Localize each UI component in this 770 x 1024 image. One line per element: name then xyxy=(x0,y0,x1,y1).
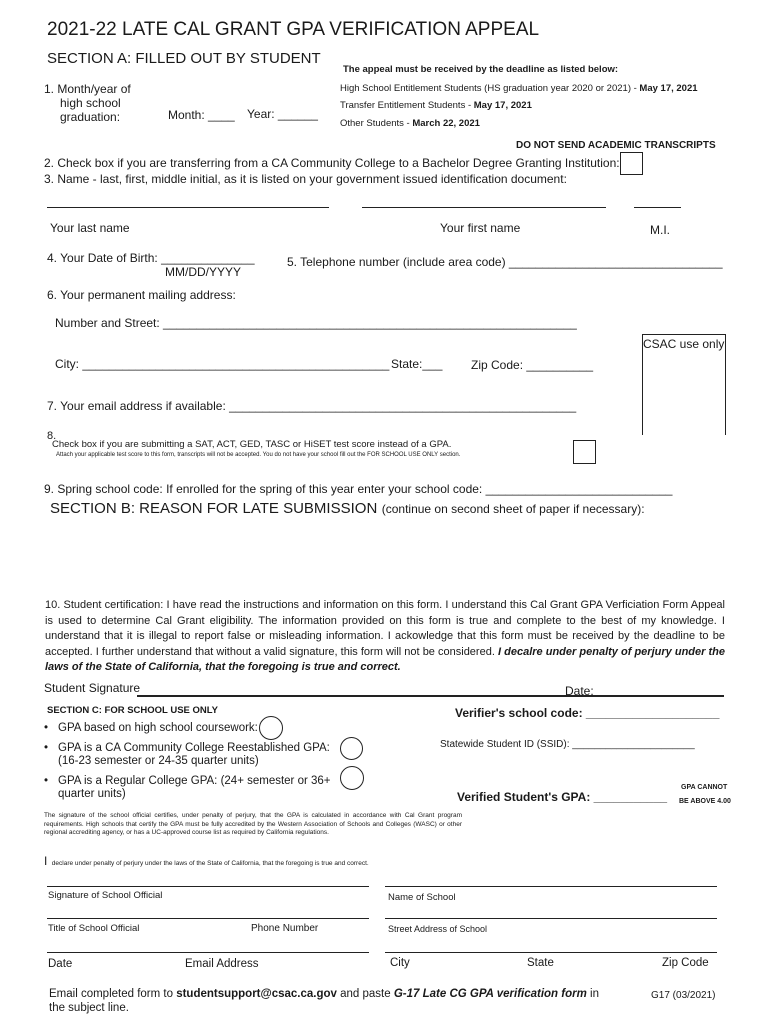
last-name-line[interactable] xyxy=(47,207,329,208)
gpa-option-regular-college xyxy=(44,775,331,801)
mi-label: M.I. xyxy=(650,223,670,237)
section-a-heading: SECTION A: FILLED OUT BY STUDENT xyxy=(47,50,321,67)
date-line[interactable] xyxy=(47,952,369,953)
zip-field[interactable]: Zip Code: __________ xyxy=(471,358,594,372)
spring-school-code-field[interactable]: 9. Spring school code: If enrolled for the spring of this year enter your school code: ____________________________ xyxy=(44,482,673,496)
student-certification xyxy=(45,598,725,676)
gpa-option-high-school xyxy=(44,722,331,735)
late-reason-area[interactable] xyxy=(44,522,724,592)
deadline-heading: The appeal must be received by the deadline as listed below: xyxy=(343,64,619,75)
graduation-year-field[interactable]: Year: ______ xyxy=(247,107,318,121)
q1-label: 1. Month/year of xyxy=(44,82,131,96)
phone-field[interactable]: 5. Telephone number (include area code) ________________________________ xyxy=(287,255,723,269)
q3-label: 3. Name - last, first, middle initial, as it is listed on your government issued identification document: xyxy=(44,172,567,186)
gpa-cap-note: GPA CANNOT xyxy=(681,784,728,791)
name-school-line[interactable] xyxy=(385,886,717,887)
title-official-line[interactable] xyxy=(47,918,369,919)
city-label: City xyxy=(390,957,410,969)
phone-label: Phone Number xyxy=(251,923,319,934)
transfer-checkbox[interactable] xyxy=(620,152,643,175)
deadline-label: Other Students - xyxy=(340,118,413,129)
certification-emphasis: I decalre under penalty of perjury under the laws of the State of California, that the foregoing is true and correct. xyxy=(45,645,725,673)
mi-line[interactable] xyxy=(634,207,681,208)
gpa-option-community-college xyxy=(44,742,331,768)
gpa-option-label: GPA based on high school coursework: xyxy=(58,722,258,734)
no-transcripts-notice: DO NOT SEND ACADEMIC TRANSCRIPTS xyxy=(516,140,716,151)
footer-text: and paste xyxy=(336,988,394,1000)
dob-field[interactable]: 4. Your Date of Birth: ______________ xyxy=(47,251,255,265)
city-state-zip-line[interactable] xyxy=(385,952,717,953)
state-field[interactable]: State:___ xyxy=(391,357,443,371)
deadline-date: May 17, 2021 xyxy=(639,83,698,94)
gpa-option-label: GPA is a CA Community College Reestablished GPA: xyxy=(58,742,330,754)
email-subject: G-17 Late CG GPA verification form xyxy=(393,988,587,1000)
gpa-community-college-radio[interactable] xyxy=(340,737,363,760)
student-date-label: Date: xyxy=(565,684,594,698)
date-label: Date xyxy=(48,958,73,970)
section-c-heading: SECTION C: FOR SCHOOL USE ONLY xyxy=(47,705,219,716)
deadline-transfer xyxy=(340,100,532,111)
street-school-line[interactable] xyxy=(385,918,717,919)
footer-instructions xyxy=(49,988,599,1000)
state-label: State xyxy=(527,957,554,969)
student-signature-label: Student Signature xyxy=(44,681,141,695)
first-name-line[interactable] xyxy=(362,207,606,208)
q8-number: 8. xyxy=(47,430,57,442)
zip-label: Zip Code xyxy=(662,957,709,969)
section-b-heading xyxy=(50,500,645,518)
deadline-date: May 17, 2021 xyxy=(473,100,532,111)
q6-label: 6. Your permanent mailing address: xyxy=(47,288,236,302)
gpa-cap-note: BE ABOVE 4.00 xyxy=(679,798,731,805)
email-field[interactable]: 7. Your email address if available: ____________________________________________________ xyxy=(47,399,577,413)
deadline-other xyxy=(340,118,480,129)
title-official-label: Title of School Official xyxy=(48,923,140,934)
csac-use-label: CSAC use only xyxy=(643,337,725,351)
q8-note: Attach your applicable test score to this form, transcripts will not be accepted. You do not have your school fill out the FOR SCHOOL USE ONLY section. xyxy=(56,452,461,458)
verifier-school-code-field[interactable]: Verifier's school code: ____________________ xyxy=(455,706,720,720)
footer-text: in xyxy=(586,988,599,1000)
last-name-label: Your last name xyxy=(50,221,130,235)
street-school-label: Street Address of School xyxy=(388,924,488,934)
gpa-option-sub: (16-23 semester or 24-35 quarter units) xyxy=(58,755,259,767)
footer-text: Email completed form to xyxy=(49,988,177,1000)
deadline-label: High School Entitlement Students (HS graduation year 2020 or 2021) - xyxy=(340,83,640,94)
ssid-field[interactable]: Statewide Student ID (SSID): ______________________ xyxy=(440,739,695,750)
support-email-link[interactable]: studentsupport@csac.ca.gov xyxy=(176,988,337,1000)
official-declaration xyxy=(44,852,369,870)
section-b-note: (continue on second sheet of paper if necessary): xyxy=(381,502,645,516)
test-score-checkbox[interactable] xyxy=(573,440,596,464)
name-school-label: Name of School xyxy=(388,892,456,903)
official-statement: The signature of the school official certifies, under penalty of perjury, that the GPA is calculated in accordance with Cal Grant program requirements. High schools that certify the GPA must be fully accredited by the Western Association of Schools and Colleges (WASC) or other regional accrediting agency, or has a UC-approved course list as required by California regulations. xyxy=(44,812,462,837)
street-field[interactable]: Number and Street: ______________________________________________________________ xyxy=(55,316,577,330)
q8-label: Check box if you are submitting a SAT, ACT, GED, TASC or HiSET test score instead of a GPA. xyxy=(52,439,452,450)
page-title: 2021-22 LATE CAL GRANT GPA VERIFICATION APPEAL xyxy=(47,19,540,40)
section-b-title: SECTION B: REASON FOR LATE SUBMISSION xyxy=(50,500,378,517)
gpa-option-label: GPA is a Regular College GPA: (24+ semester or 36+ xyxy=(58,775,331,787)
q2-label: 2. Check box if you are transferring from a CA Community College to a Bachelor Degree Granting Institution: xyxy=(44,156,620,170)
gpa-option-sub: quarter units) xyxy=(58,788,126,800)
gpa-high-school-radio[interactable] xyxy=(259,716,283,740)
certification-text: 10. Student certification: I have read the instructions and information on this form. I understand this Cal Grant GPA Verficiation Form Appeal is used to determine Cal Grant eligibility. The information provided on this form is true and complete to the best of my knowledge. I understand that it is illegal to report false or misleading information. I ackowledge that this form must be received by the deadline to be accepted. I further understand that without a valid signature, this form will not be considered. xyxy=(45,599,725,658)
form-id: G17 (03/2021) xyxy=(651,990,716,1001)
q1-label: high school xyxy=(60,96,121,110)
graduation-month-field[interactable]: Month: ____ xyxy=(168,108,235,122)
gpa-type-list xyxy=(44,722,331,801)
footer-instructions-line2: the subject line. xyxy=(49,1002,129,1014)
deadline-label: Transfer Entitlement Students - xyxy=(340,100,474,111)
student-signature-line[interactable] xyxy=(137,695,724,697)
deadline-date: March 22, 2021 xyxy=(412,118,480,129)
sig-official-label: Signature of School Official xyxy=(48,890,163,901)
gpa-regular-college-radio[interactable] xyxy=(340,766,364,790)
deadline-hs xyxy=(340,83,698,94)
q1-label: graduation: xyxy=(60,110,121,124)
first-name-label: Your first name xyxy=(440,221,521,235)
declaration-text: declare under penalty of perjury under the laws of the State of California, that the foregoing is true and correct. xyxy=(51,860,369,867)
sig-official-line[interactable] xyxy=(47,886,369,887)
city-field[interactable]: City: ______________________________________________ xyxy=(55,357,390,371)
verified-gpa-field[interactable]: Verified Student's GPA: ___________ xyxy=(457,790,668,804)
email-label: Email Address xyxy=(185,958,259,970)
declaration-initial: I xyxy=(44,854,48,868)
dob-format: MM/DD/YYYY xyxy=(165,265,242,279)
